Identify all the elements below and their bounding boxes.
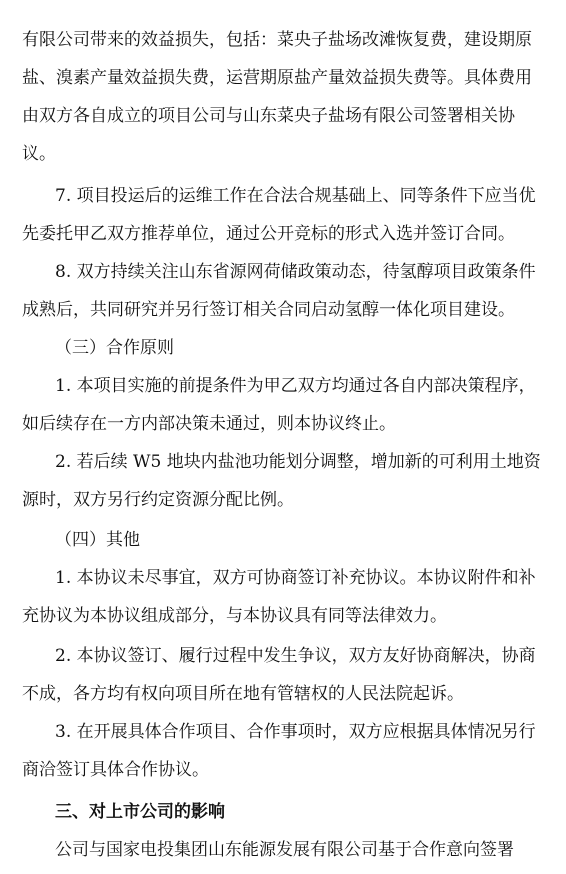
text-line: 源时，双方另行约定资源分配比例。 <box>22 490 294 510</box>
section-heading-other: （四）其他 <box>55 530 140 550</box>
text-line: 1. 本项目实施的前提条件为甲乙双方均通过各自内部决策程序， <box>55 376 536 396</box>
text-line: 1. 本协议未尽事宜，双方可协商签订补充协议。本协议附件和补 <box>55 568 536 588</box>
text-line: 由双方各自成立的项目公司与山东菜央子盐场有限公司签署相关协 <box>22 106 515 126</box>
text-line: 成熟后，共同研究并另行签订相关合同启动氢醇一体化项目建设。 <box>22 300 515 320</box>
text-line: 3. 在开展具体合作项目、合作事项时，双方应根据具体情况另行 <box>55 722 536 742</box>
text-line: 议。 <box>22 144 56 164</box>
text-line: 不成，各方均有权向项目所在地有管辖权的人民法院起诉。 <box>22 684 464 704</box>
text-line: 2. 若后续 W5 地块内盐池功能划分调整，增加新的可利用土地资 <box>55 452 541 472</box>
text-line: 盐、溴素产量效益损失费，运营期原盐产量效益损失费等。具体费用 <box>22 68 532 88</box>
text-line: 商洽签订具体合作协议。 <box>22 760 209 780</box>
text-line: 公司与国家电投集团山东能源发展有限公司基于合作意向签署 <box>55 840 514 860</box>
section-heading-impact: 三、对上市公司的影响 <box>55 802 225 822</box>
text-line: 7. 项目投运后的运维工作在合法合规基础上、同等条件下应当优 <box>55 186 536 206</box>
text-line: 2. 本协议签订、履行过程中发生争议，双方友好协商解决，协商 <box>55 646 536 666</box>
section-heading-cooperation-principles: （三）合作原则 <box>55 338 174 358</box>
text-line: 充协议为本协议组成部分，与本协议具有同等法律效力。 <box>22 606 447 626</box>
text-line: 先委托甲乙双方推荐单位，通过公开竞标的形式入选并签订合同。 <box>22 224 515 244</box>
text-line: 8. 双方持续关注山东省源网荷储政策动态，待氢醇项目政策条件 <box>55 262 536 282</box>
text-line: 有限公司带来的效益损失，包括：菜央子盐场改滩恢复费，建设期原 <box>22 30 532 50</box>
text-line: 如后续存在一方内部决策未通过，则本协议终止。 <box>22 414 396 434</box>
